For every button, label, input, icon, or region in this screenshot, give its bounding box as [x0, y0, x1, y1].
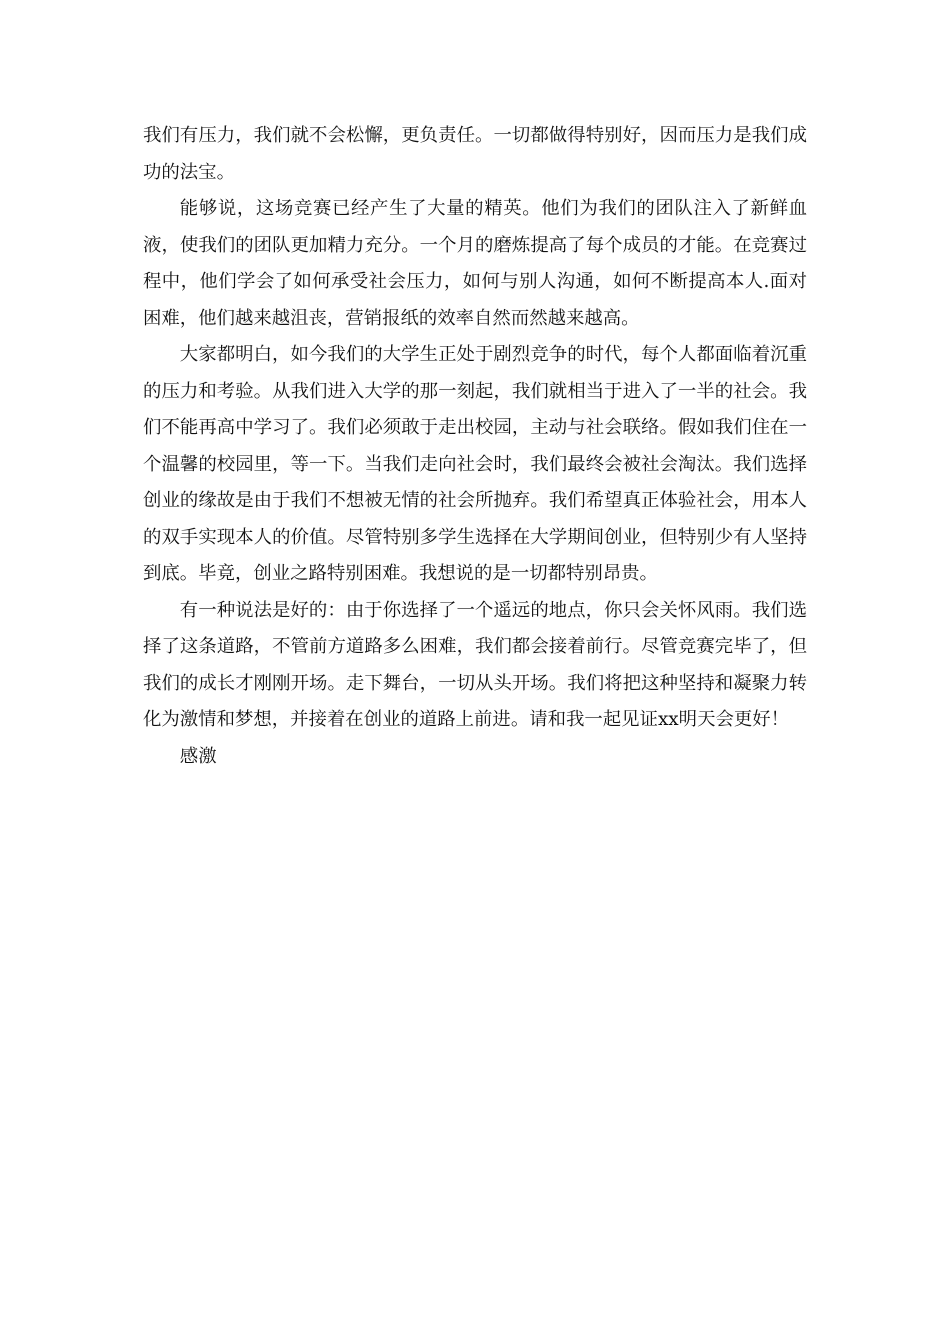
paragraph-elites: 能够说，这场竞赛已经产生了大量的精英。他们为我们的团队注入了新鲜血液，使我们的团队更加精力充分。一个月的磨炼提高了每个成员的才能。在竞赛过程中，他们学会了如何承受社会压力，如何与别人沟通，如何不断提高本人.面对困难，他们越来越沮丧，营销报纸的效率自然而然越来越高。 — [143, 198, 807, 329]
paragraph-continuation: 我们有压力，我们就不会松懈，更负责任。一切都做得特别好，因而压力是我们成功的法宝。 — [143, 125, 807, 183]
document-body — [143, 118, 807, 775]
closing-thanks: 感激 — [179, 745, 217, 767]
paragraph-conclusion: 有一种说法是好的：由于你选择了一个遥远的地点，你只会关怀风雨。我们选择了这条道路，不管前方道路多么困难，我们都会接着前行。尽管竞赛完毕了，但我们的成长才刚刚开场。走下舞台，一切从头开场。我们将把这种坚持和凝聚力转化为激情和梦想，并接着在创业的道路上前进。请和我一起见证xx明天会更好！ — [143, 599, 807, 730]
paragraph-competition: 大家都明白，如今我们的大学生正处于剧烈竞争的时代，每个人都面临着沉重的压力和考验。从我们进入大学的那一刻起，我们就相当于进入了一半的社会。我们不能再高中学习了。我们必须敢于走出校园，主动与社会联络。假如我们住在一个温馨的校园里，等一下。当我们走向社会时，我们最终会被社会淘汰。我们选择创业的缘故是由于我们不想被无情的社会所抛弃。我们希望真正体验社会，用本人的双手实现本人的价值。尽管特别多学生选择在大学期间创业，但特别少有人坚持到底。毕竟，创业之路特别困难。我想说的是一切都特别昂贵。 — [143, 344, 807, 584]
